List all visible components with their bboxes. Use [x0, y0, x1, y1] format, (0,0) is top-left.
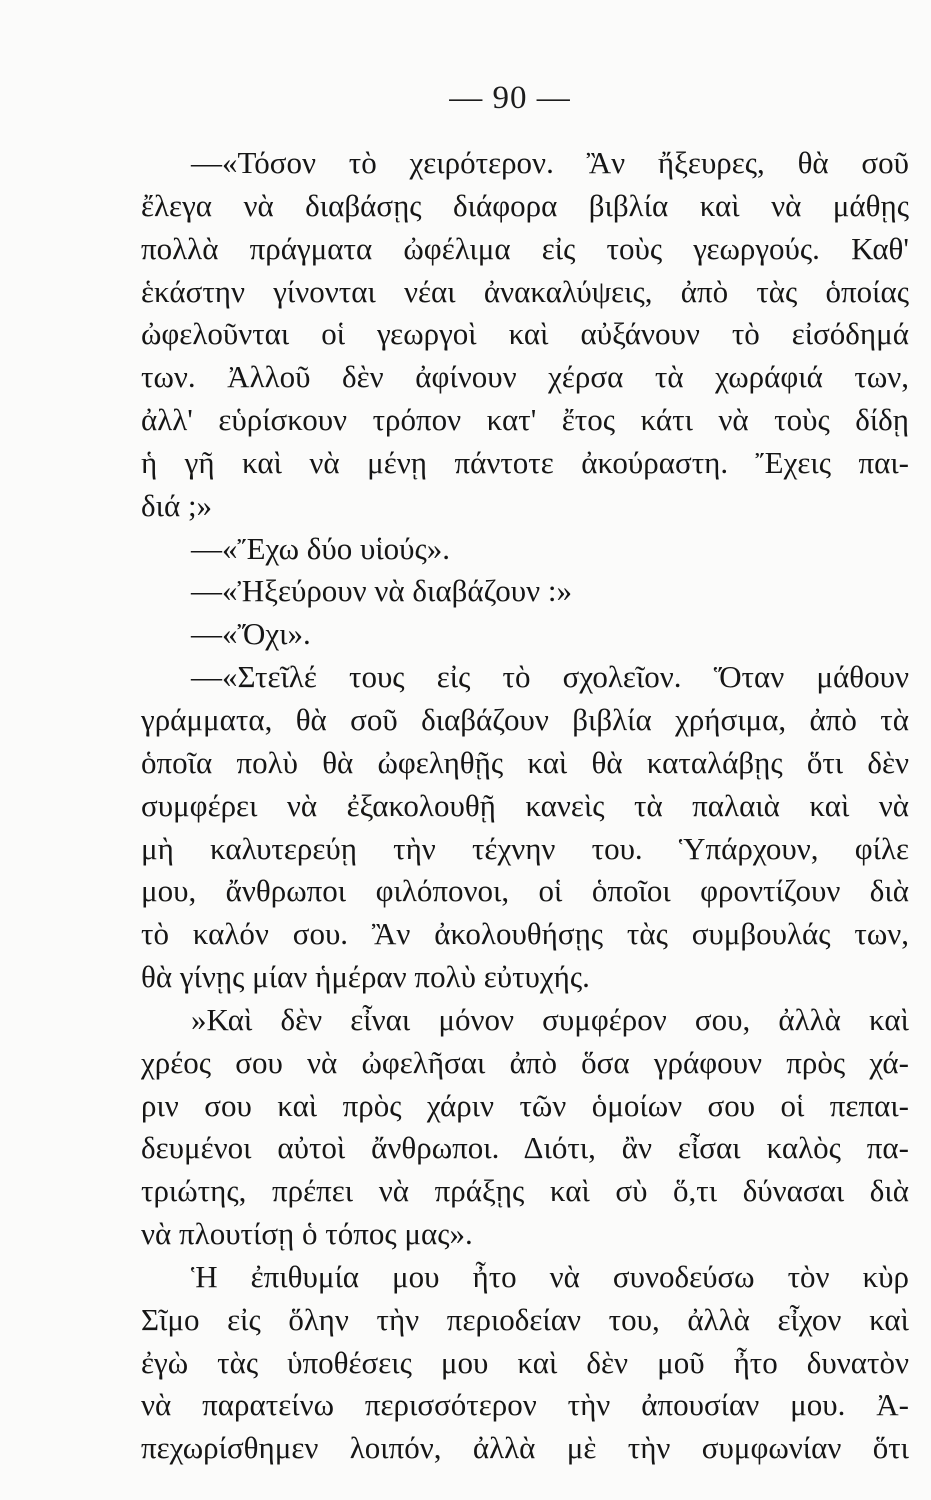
text-line: ἔλεγα νὰ διαβάσῃς διάφορα βιβλία καὶ νὰ μάθῃς — [141, 187, 909, 223]
text-line: —«Ὄχι». — [191, 616, 311, 652]
text-line: γράμματα, θὰ σοῦ διαβάζουν βιβλία χρήσιμα, ἀπὸ τὰ — [141, 701, 909, 737]
text-line: ἀλλ' εὑρίσκουν τρόπον κατ' ἔτος κάτι νὰ τοὺς δίδῃ — [141, 402, 909, 438]
text-line: τριώτης, πρέπει νὰ πράξῃς καὶ σὺ ὅ,τι δύνασαι διὰ — [141, 1173, 909, 1209]
body-text — [141, 142, 909, 1470]
text-line: ὁποῖα πολὺ θὰ ὠφεληθῇς καὶ θὰ καταλάβῃς ὅτι δὲν — [141, 744, 909, 780]
text-line: ὠφελοῦνται οἱ γεωργοὶ καὶ αὐξάνουν τὸ εἰσόδημά — [141, 316, 909, 352]
text-line: νὰ παρατείνω περισσότερον τὴν ἀπουσίαν μου. Ἀ- — [141, 1387, 909, 1423]
text-line: »Καὶ δὲν εἶναι μόνον συμφέρον σου, ἀλλὰ καὶ — [191, 1001, 909, 1037]
page-number: — 90 — — [449, 80, 571, 116]
text-line: —«Στεῖλέ τους εἰς τὸ σχολεῖον. Ὅταν μάθουν — [191, 659, 909, 695]
text-line: νὰ πλουτίσῃ ὁ τόπος μας». — [141, 1216, 473, 1252]
text-line: διά ;» — [141, 487, 213, 523]
text-line: —«Ἠξεύρουν νὰ διαβάζουν :» — [191, 573, 573, 609]
text-line: χρέος σου νὰ ὠφελῆσαι ἀπὸ ὅσα γράφουν πρὸς χά- — [141, 1044, 909, 1080]
text-line: πεχωρίσθημεν λοιπόν, ἀλλὰ μὲ τὴν συμφωνίαν ὅτι — [141, 1430, 909, 1466]
text-line: ἑκάστην γίνονται νέαι ἀνακαλύψεις, ἀπὸ τὰς ὁποίας — [141, 273, 909, 309]
text-line: Σῖμο εἰς ὅλην τὴν περιοδείαν του, ἀλλὰ εἶχον καὶ — [141, 1301, 909, 1337]
text-line: —«Ἔχω δύο υἱούς». — [191, 530, 451, 566]
text-line: δευμένοι αὐτοὶ ἄνθρωποι. Διότι, ἂν εἶσαι καλὸς πα- — [141, 1130, 909, 1166]
text-line: των. Ἀλλοῦ δὲν ἀφίνουν χέρσα τὰ χωράφιά των, — [141, 359, 909, 395]
text-line: τὸ καλόν σου. Ἂν ἀκολουθήσῃς τὰς συμβουλάς των, — [141, 916, 909, 952]
text-line: —«Τόσον τὸ χειρότερον. Ἂν ἤξευρες, θὰ σοῦ — [191, 145, 909, 180]
text-line: θὰ γίνῃς μίαν ἡμέραν πολὺ εὐτυχής. — [141, 959, 590, 995]
text-line: μου, ἄνθρωποι φιλόπονοι, οἱ ὁποῖοι φροντίζουν διὰ — [141, 873, 909, 909]
text-line: ἐγὼ τὰς ὑποθέσεις μου καὶ δὲν μοῦ ἦτο δυνατὸν — [141, 1344, 909, 1380]
text-line: ριν σου καὶ πρὸς χάριν τῶν ὁμοίων σου οἱ πεπαι- — [141, 1087, 909, 1123]
text-line: πολλὰ πράγματα ὠφέλιμα εἰς τοὺς γεωργούς. Καθ' — [141, 230, 909, 266]
text-line: συμφέρει νὰ ἐξακολουθῇ κανεὶς τὰ παλαιὰ καὶ νὰ — [141, 787, 909, 823]
text-line: μὴ καλυτερεύῃ τὴν τέχνην του. Ὑπάρχουν, φίλε — [141, 830, 909, 866]
text-line: ἡ γῆ καὶ νὰ μένῃ πάντοτε ἀκούραστη. Ἔχεις παι- — [141, 444, 909, 480]
text-line: Ἡ ἐπιθυμία μου ἦτο νὰ συνοδεύσω τὸν κὺρ — [191, 1258, 909, 1294]
